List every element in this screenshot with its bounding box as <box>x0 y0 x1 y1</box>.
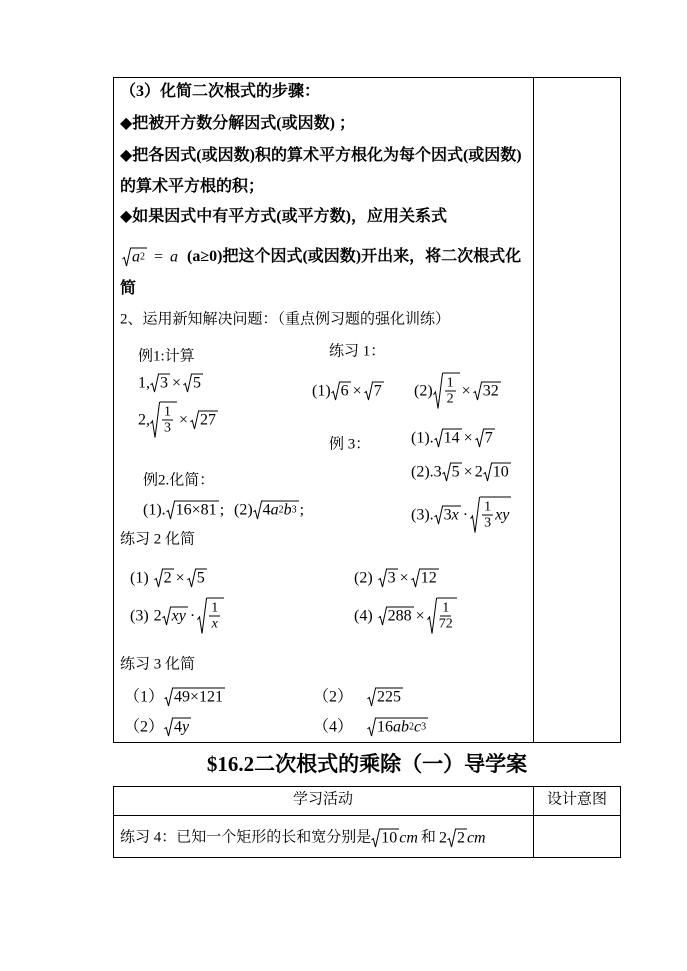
radical <box>433 373 460 410</box>
radical <box>164 688 225 707</box>
radical <box>162 607 188 626</box>
radicand: 3 <box>160 374 168 392</box>
radical-sign <box>470 497 480 534</box>
radical <box>166 501 219 520</box>
radical <box>150 402 177 439</box>
radicand <box>173 718 191 737</box>
practice3-question1 <box>124 688 225 707</box>
question-label: (4) <box>354 607 373 625</box>
radicand: 12 <box>420 569 437 587</box>
variable: a <box>393 718 402 736</box>
apply-section-title: 2、运用新知解决问题：（重点例习题的强化训练） <box>120 311 451 328</box>
radical <box>434 506 461 525</box>
practice1-question1 <box>312 382 384 401</box>
example2-title: 例2.化简： <box>143 472 215 489</box>
radicand: xy <box>171 607 186 625</box>
radical-sign <box>190 411 199 430</box>
radicand <box>480 497 511 534</box>
radicand: 3 <box>387 569 396 587</box>
radical <box>253 501 299 520</box>
radicand: 2 <box>163 569 172 587</box>
fraction <box>209 601 220 633</box>
operator: × <box>399 569 409 587</box>
step-3-line2: (a≥0)把这个因式(或因数)开出来，将二次根式化 <box>187 248 522 265</box>
practice3-question2 <box>313 688 403 707</box>
radicand: 4 a 2 b 3 <box>262 501 297 519</box>
question-label: （2） <box>124 718 165 736</box>
radical <box>378 569 398 588</box>
practice1-title: 练习 1： <box>329 343 386 360</box>
radical <box>411 569 439 588</box>
practice2-question3 <box>130 598 224 635</box>
coefficient: 2 <box>474 463 483 481</box>
radicand: 5 <box>196 569 205 587</box>
separator: ; <box>219 501 225 519</box>
step-2-line1: ◆把各因式(或因数)积的算术平方根化为每个因式(或因数) <box>120 147 522 164</box>
question-label: （4） <box>313 718 354 736</box>
practice3-question4 <box>313 718 428 737</box>
radicand: 16 a b 2 c 3 <box>377 718 427 736</box>
step-3-line3: 简 <box>120 280 137 297</box>
radical-sign <box>367 718 376 737</box>
variable: b <box>283 501 292 519</box>
radical-sign <box>378 607 387 626</box>
radical-sign <box>447 829 456 848</box>
radical-sign <box>187 569 196 588</box>
denominator: 72 <box>438 616 453 632</box>
radical-sign <box>183 374 192 393</box>
radicand: 16×81 <box>175 501 217 519</box>
radical <box>197 598 224 635</box>
operator: × <box>463 463 473 481</box>
header-design-intent: 设计意图 <box>546 791 607 808</box>
radical-sign <box>434 506 443 525</box>
denominator: 2 <box>446 391 454 407</box>
question-label: (2) <box>234 501 253 519</box>
numerator: 1 <box>164 404 171 420</box>
length-expression <box>371 829 418 848</box>
operator: × <box>179 411 189 429</box>
radical <box>470 497 511 534</box>
question-text: 练习 4：已知一个矩形的长和宽分别是 <box>120 829 372 846</box>
width-expression <box>439 829 486 848</box>
denominator: 3 <box>164 420 171 436</box>
variable: a <box>170 248 179 266</box>
example3-title: 例 3： <box>329 436 371 453</box>
variable: x <box>451 506 459 524</box>
radical-sign <box>483 463 492 482</box>
fraction <box>162 405 173 437</box>
question-label: 1, <box>138 374 150 392</box>
operator: × <box>461 382 471 400</box>
unit: cm <box>466 829 486 847</box>
radicand: 49×121 <box>174 688 224 706</box>
example3-question3 <box>411 497 511 534</box>
example3-question2 <box>411 463 511 482</box>
fraction <box>439 601 453 633</box>
question-label: (3) <box>130 607 149 625</box>
radicand <box>207 598 224 635</box>
variable: a <box>132 248 140 266</box>
radical-sign <box>475 429 484 448</box>
radical-sign <box>166 501 175 520</box>
operator: × <box>175 569 185 587</box>
radicand: 10 <box>492 463 509 481</box>
design-intent-cell <box>534 816 620 857</box>
fraction <box>482 500 493 532</box>
radical <box>447 829 467 848</box>
radical <box>371 829 399 848</box>
radical <box>364 382 384 401</box>
coefficient: 3 <box>433 463 442 481</box>
radical <box>427 598 457 635</box>
variable: xy <box>495 506 510 524</box>
operator: · <box>189 607 196 625</box>
denominator: x <box>211 616 218 632</box>
radical-sign <box>162 607 171 626</box>
practice3-question3 <box>124 718 191 737</box>
radicand: 27 <box>200 411 217 429</box>
variable: b <box>401 718 410 736</box>
radicand: 5 <box>451 463 460 481</box>
conjunction: 和 <box>420 829 436 846</box>
radicand: 7 <box>484 429 493 447</box>
radicand: a 2 <box>132 248 145 266</box>
radical-sign <box>122 248 131 267</box>
radicand: 6 <box>340 382 349 400</box>
question-label: (3). <box>411 506 434 524</box>
radicand: 7 <box>373 382 382 400</box>
radical <box>473 382 501 401</box>
example2-question1 <box>143 501 224 520</box>
radical-sign <box>164 688 173 707</box>
radicand: 32 <box>482 382 499 400</box>
practice4-question <box>120 829 486 848</box>
operator: × <box>352 382 362 400</box>
radical <box>183 374 203 393</box>
radical-sign <box>473 382 482 401</box>
step-3-formula <box>122 248 178 267</box>
radical <box>367 688 403 707</box>
practice2-question4 <box>354 598 457 635</box>
example1-question1 <box>138 374 203 393</box>
variable: a <box>270 501 279 519</box>
radicand: 5 <box>193 374 202 392</box>
radical-sign <box>150 402 160 439</box>
question-label: (2) <box>414 382 433 400</box>
equals-sign: = <box>154 248 164 266</box>
unit: cm <box>399 829 418 847</box>
radical <box>154 569 174 588</box>
example1-question2 <box>138 402 218 439</box>
fraction <box>445 376 456 408</box>
numerator: 1 <box>484 499 492 515</box>
radical-sign <box>378 569 387 588</box>
question-label: （1） <box>124 688 165 706</box>
radical-sign <box>442 463 451 482</box>
example1-title: 例1:计算 <box>138 348 195 365</box>
radical-sign <box>253 501 262 520</box>
radical-sign <box>371 829 380 848</box>
radicand <box>443 373 460 410</box>
radicand <box>443 506 461 525</box>
design-intent-cell <box>534 78 620 742</box>
practice2-question1 <box>130 569 207 588</box>
numerator: 1 <box>442 600 450 616</box>
operator: × <box>463 429 473 447</box>
steps-title: （3）化简二次根式的步骤： <box>120 83 321 100</box>
radical-sign <box>367 688 376 707</box>
radical <box>150 374 170 393</box>
radical <box>164 718 191 737</box>
radical-sign <box>364 382 373 401</box>
variable: y <box>182 718 190 736</box>
operator: × <box>172 374 182 392</box>
page-title: $16.2二次根式的乘除（一）导学案 <box>206 752 528 776</box>
radical <box>187 569 207 588</box>
example2-question2 <box>234 501 304 520</box>
radicand: 10 <box>381 829 398 847</box>
radicand: 2 <box>456 829 465 847</box>
radical-sign <box>434 429 443 448</box>
question-label: (1). <box>143 501 166 519</box>
separator: ; <box>299 501 305 519</box>
radical <box>367 718 428 737</box>
coefficient: 4 <box>174 718 183 736</box>
numerator: 1 <box>211 600 219 616</box>
radical-sign <box>411 569 420 588</box>
radical <box>475 429 495 448</box>
coefficient: 2 <box>153 607 162 625</box>
practice2-question2 <box>354 569 439 588</box>
question-label: (2) <box>354 569 373 587</box>
question-label: (1) <box>312 382 331 400</box>
question-label: (1) <box>130 569 149 587</box>
radical <box>190 411 218 430</box>
radicand <box>160 402 177 439</box>
radical-sign <box>197 598 207 635</box>
question-label: 2, <box>138 411 150 429</box>
practice3-title: 练习 3 化简 <box>120 656 196 673</box>
step-1: ◆把被开方数分解因式(或因数) ； <box>120 115 355 132</box>
variable: c <box>414 718 422 736</box>
step-2-line2: 的算术平方根的积； <box>120 178 265 195</box>
radical <box>434 429 462 448</box>
example3-question1 <box>411 429 495 448</box>
radical-sign <box>331 382 340 401</box>
radicand: 14 <box>443 429 460 447</box>
practice1-question2 <box>414 373 501 410</box>
radical <box>331 382 351 401</box>
radical-sign <box>427 598 437 635</box>
radical-sign <box>154 569 163 588</box>
coefficient: 2 <box>438 829 447 847</box>
radical <box>483 463 511 482</box>
radicand: 288 <box>387 607 412 625</box>
radical <box>378 607 414 626</box>
question-label: (1). <box>411 429 434 447</box>
radical <box>442 463 462 482</box>
operator: × <box>415 607 425 625</box>
coefficient: 16 <box>377 718 394 736</box>
radicand: 225 <box>377 688 402 706</box>
coefficient: 4 <box>262 501 271 519</box>
denominator: 3 <box>484 515 492 531</box>
header-learning-activity: 学习活动 <box>292 791 353 808</box>
question-label: （2） <box>313 688 354 706</box>
numerator: 1 <box>446 375 454 391</box>
practice2-title: 练习 2 化简 <box>120 531 196 548</box>
radicand-number: 3 <box>443 506 452 524</box>
radical-sign <box>164 718 173 737</box>
radicand <box>437 598 457 635</box>
step-3-line1: ◆如果因式中有平方式(或平方数)，应用关系式 <box>120 208 447 225</box>
operator: · <box>462 506 469 524</box>
radical <box>122 248 147 267</box>
radical-sign <box>150 374 159 393</box>
question-label: (2). <box>411 463 434 481</box>
radical-sign <box>433 373 443 410</box>
